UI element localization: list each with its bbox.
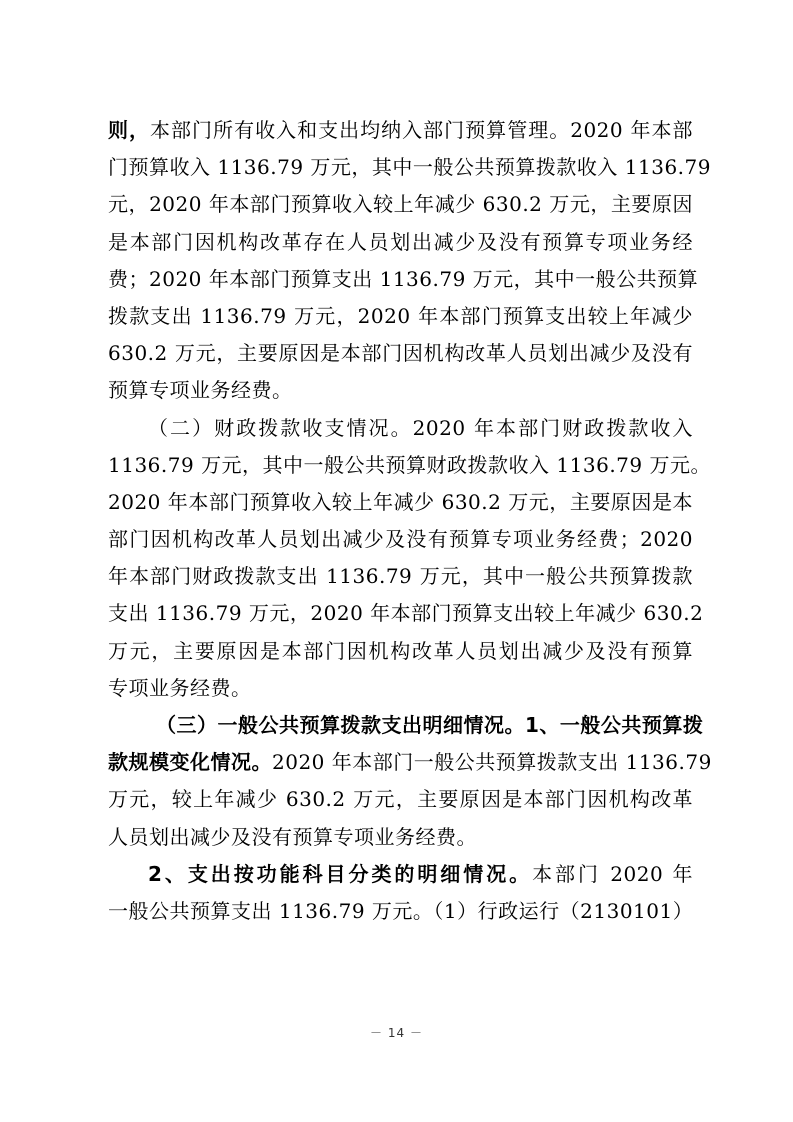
text-line <box>108 856 693 893</box>
text-line: 专项业务经费。 <box>108 675 252 700</box>
text-span: 本部门 2020 年 <box>532 861 693 886</box>
text-line: 2020 年本部门预算收入较上年减少 630.2 万元，主要原因是本 <box>108 489 693 514</box>
text-span: 本部门所有收入和支出均纳入部门预算管理。2020 年本部 <box>150 118 694 142</box>
text-line: 万元，主要原因是本部门因机构改革人员划出减少及没有预算 <box>108 638 693 663</box>
text-line: 拨款支出 1136.79 万元，2020 年本部门预算支出较上年减少 <box>108 303 693 328</box>
section-heading: （三）一般公共预算拨款支出明细情况。1、一般公共预算拨 <box>156 713 704 737</box>
text-line: 万元，较上年减少 630.2 万元，主要原因是本部门因机构改革 <box>108 787 693 812</box>
text-line: 人员划出减少及没有预算专项业务经费。 <box>108 824 477 849</box>
paragraph-general-budget-detail <box>108 707 712 856</box>
text-line: 部门因机构改革人员划出减少及没有预算专项业务经费；2020 <box>108 527 693 552</box>
text-line <box>108 744 712 781</box>
text-line: 年本部门财政拨款支出 1136.79 万元，其中一般公共预算拨款 <box>108 564 693 589</box>
text-line <box>108 112 693 149</box>
text-line: 预算专项业务经费。 <box>108 378 293 403</box>
paragraph-fiscal-appropriation <box>108 410 711 708</box>
paragraph-functional-classification <box>108 856 693 930</box>
subheading-bold: 2、支出按功能科目分类的明细情况。 <box>148 861 533 886</box>
subheading-bold: 款规模变化情况。 <box>108 750 272 775</box>
text-line: （二）财政拨款收支情况。2020 年本部门财政拨款收入 <box>148 415 693 440</box>
page-number: － 14 － <box>370 1026 423 1040</box>
text-line: 630.2 万元，主要原因是本部门因机构改革人员划出减少及没有 <box>108 341 693 366</box>
text-line: 支出 1136.79 万元，2020 年本部门预算支出较上年减少 630.2 <box>108 601 704 626</box>
text-line: 门预算收入 1136.79 万元，其中一般公共预算拨款收入 1136.79 <box>108 155 711 180</box>
paragraph-budget-summary <box>108 112 711 410</box>
text-line: 费；2020 年本部门预算支出 1136.79 万元，其中一般公共预算 <box>108 266 699 291</box>
document-body <box>108 112 712 930</box>
text-line: 是本部门因机构改革存在人员划出减少及没有预算专项业务经 <box>108 229 693 254</box>
text-line: 1136.79 万元，其中一般公共预算财政拨款收入 1136.79 万元。 <box>108 452 711 477</box>
text-span: 2020 年本部门一般公共预算拨款支出 1136.79 <box>272 750 712 775</box>
paragraph-lead-bold: 则， <box>108 118 151 142</box>
text-line: 元，2020 年本部门预算收入较上年减少 630.2 万元，主要原因 <box>108 192 693 217</box>
text-line: 一般公共预算支出 1136.79 万元。（1）行政运行（2130101） <box>108 898 694 923</box>
